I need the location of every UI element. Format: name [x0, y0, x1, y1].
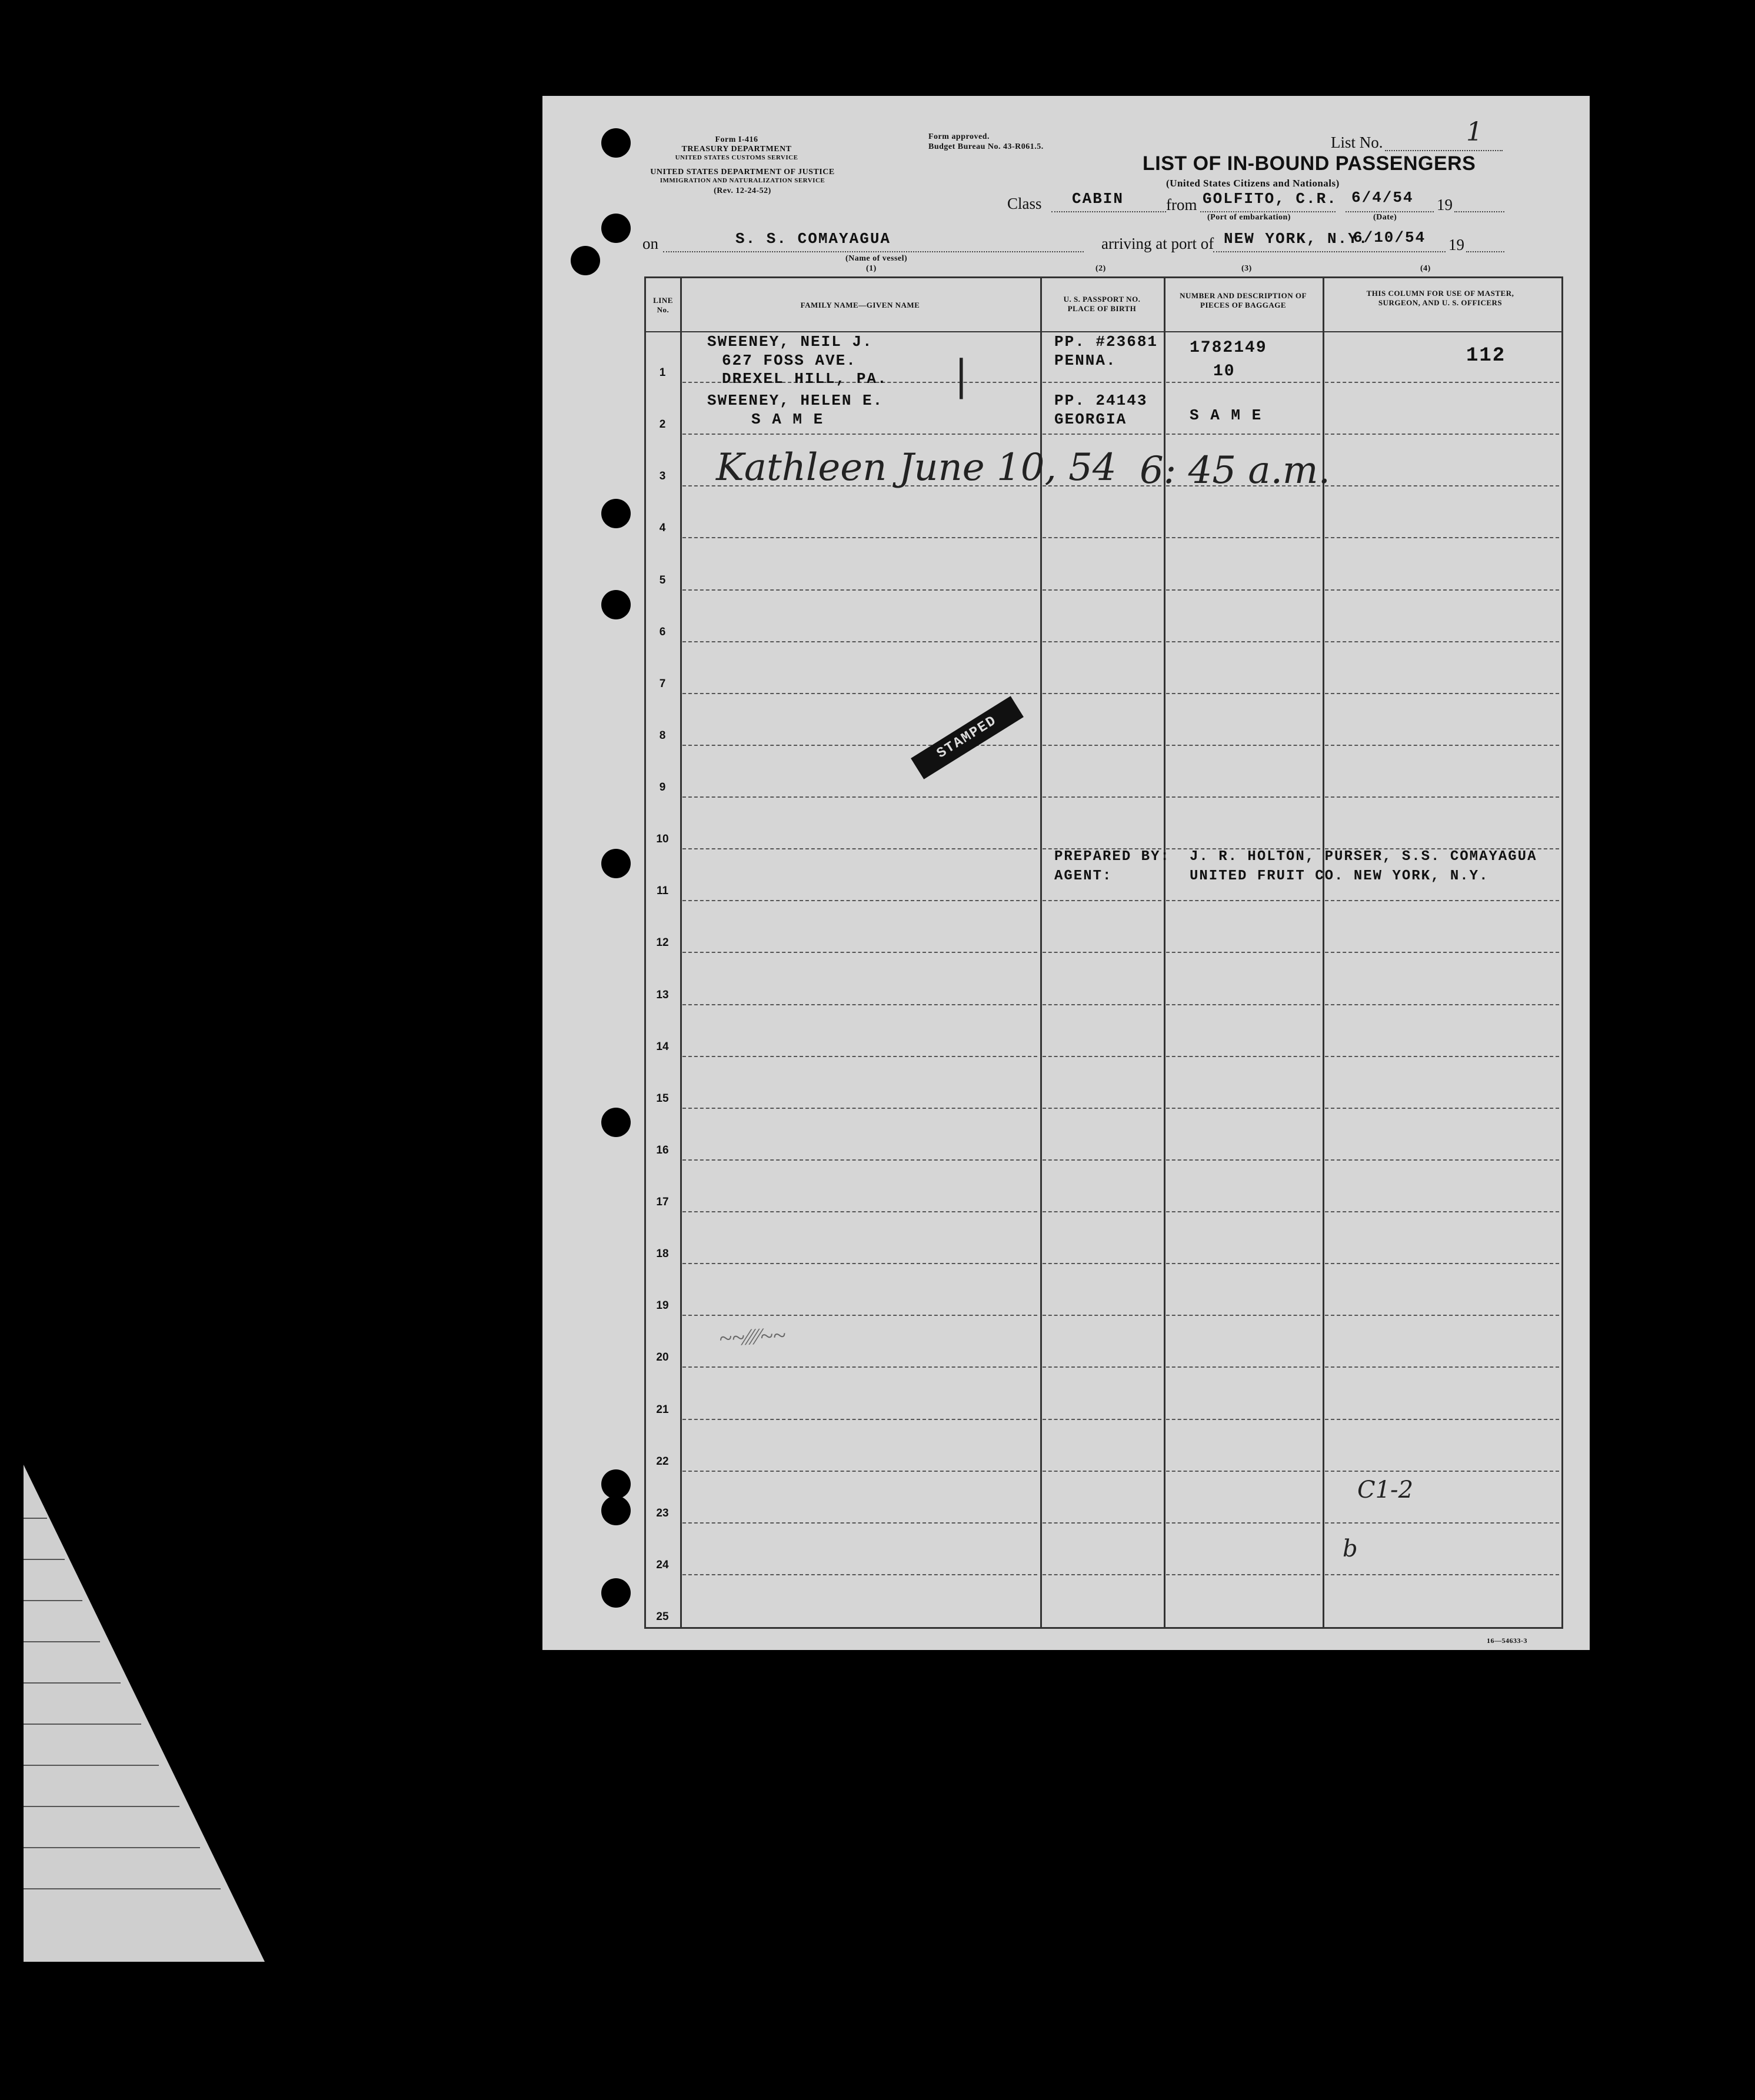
row-rule — [682, 1108, 1037, 1109]
row-rule — [682, 537, 1037, 538]
row-rule — [682, 745, 1037, 746]
line-number: 11 — [656, 885, 669, 898]
line-number: 15 — [656, 1092, 669, 1105]
row-rule — [1325, 537, 1559, 538]
line-number: 23 — [656, 1506, 669, 1519]
row-rule — [682, 952, 1037, 953]
row-rule — [1325, 1004, 1559, 1005]
row-rule — [1325, 641, 1559, 642]
embarkation-port: GOLFITO, C.R. — [1203, 190, 1337, 208]
row-rule — [682, 1056, 1037, 1057]
row-rule — [1325, 1108, 1559, 1109]
port-caption: (Port of embarkation) — [1207, 213, 1291, 222]
agent-value: UNITED FRUIT CO. NEW YORK, N.Y. — [1190, 868, 1489, 884]
line-number: 24 — [656, 1558, 669, 1571]
col-marker-3: (3) — [1241, 264, 1252, 273]
arrival-date: 6/10/54 — [1353, 229, 1426, 246]
col-marker-4: (4) — [1420, 264, 1431, 273]
line-number: 7 — [659, 677, 666, 690]
footer-code: 16—54633-3 — [1487, 1636, 1527, 1645]
row-rule — [1325, 745, 1559, 746]
row-rule — [1166, 745, 1320, 746]
row-rule — [1043, 1108, 1161, 1109]
passenger-2-birthplace: GEORGIA — [1054, 411, 1127, 428]
row-rule — [1166, 537, 1320, 538]
adjacent-page-fragment — [24, 1465, 265, 1962]
row-rule — [1166, 434, 1320, 435]
punch-hole — [601, 1469, 631, 1499]
row-rule — [1166, 1315, 1320, 1316]
rubber-stamp: STAMPED — [911, 696, 1024, 779]
handwritten-note: Kathleen June 10, 54 — [716, 446, 1117, 489]
line-number: 20 — [656, 1351, 669, 1364]
passenger-1-officer-note: 112 — [1466, 345, 1506, 367]
punch-hole — [601, 1578, 631, 1608]
form-number: Form I-416 — [715, 135, 758, 144]
passenger-1-passport: PP. #23681 — [1054, 333, 1158, 351]
row-rule — [1043, 641, 1161, 642]
handwritten-check: | — [954, 351, 968, 399]
punch-hole — [601, 590, 631, 619]
arrival-port: NEW YORK, N.Y. — [1224, 230, 1369, 248]
punch-hole — [601, 128, 631, 158]
row-rule — [1325, 796, 1559, 798]
prepared-by-value: J. R. HOLTON, PURSER, S.S. COMAYAGUA — [1190, 849, 1537, 865]
line-number: 14 — [656, 1040, 669, 1053]
handwritten-c1-2: C1-2 — [1357, 1476, 1414, 1504]
row-rule — [1166, 1211, 1320, 1212]
row-rule — [1325, 1471, 1559, 1472]
row-rule — [1043, 693, 1161, 694]
row-rule — [1166, 1366, 1320, 1368]
passenger-1-name: SWEENEY, NEIL J. — [707, 333, 873, 351]
row-rule — [682, 848, 1037, 849]
row-rule — [1166, 1108, 1320, 1109]
row-rule — [1325, 1263, 1559, 1264]
form-subtitle: (United States Citizens and Nationals) — [1166, 178, 1340, 189]
punch-hole — [601, 849, 631, 878]
col-header-baggage: NUMBER AND DESCRIPTION OF PIECES OF BAGGAGE — [1180, 291, 1307, 310]
year-suffix-2: 19 — [1448, 236, 1464, 254]
prepared-by-label: PREPARED BY: — [1054, 849, 1170, 865]
punch-hole — [571, 246, 600, 275]
row-rule — [682, 1315, 1037, 1316]
row-rule — [1166, 693, 1320, 694]
row-rule — [1166, 1419, 1320, 1420]
row-rule — [1166, 952, 1320, 953]
row-rule — [1043, 1522, 1161, 1524]
agent-label: AGENT: — [1054, 868, 1113, 884]
departure-date: 6/4/54 — [1351, 189, 1414, 206]
col-header-passport: U. S. PASSPORT NO. PLACE OF BIRTH — [1063, 295, 1141, 314]
row-rule — [1325, 1315, 1559, 1316]
row-rule — [1325, 1056, 1559, 1057]
year-suffix: 19 — [1437, 196, 1453, 214]
col-header-name: FAMILY NAME—GIVEN NAME — [800, 301, 920, 309]
row-rule — [1166, 796, 1320, 798]
revision-label: (Rev. 12-24-52) — [714, 186, 771, 195]
row-rule — [682, 1366, 1037, 1368]
row-rule — [1043, 1574, 1161, 1575]
line-number: 16 — [656, 1144, 669, 1156]
immigration-label: IMMIGRATION AND NATURALIZATION SERVICE — [660, 177, 825, 184]
vessel-name: S. S. COMAYAGUA — [735, 230, 891, 248]
line-number: 17 — [656, 1196, 669, 1209]
punch-hole — [601, 1108, 631, 1137]
passenger-2-name: SWEENEY, HELEN E. — [707, 392, 884, 409]
row-rule — [1043, 796, 1161, 798]
line-number: 8 — [659, 729, 666, 742]
passenger-1-pieces: 10 — [1213, 362, 1236, 381]
justice-label: UNITED STATES DEPARTMENT OF JUSTICE — [650, 168, 835, 176]
row-rule — [1166, 1263, 1320, 1264]
row-rule — [682, 589, 1037, 591]
passenger-2-same: S A M E — [751, 411, 824, 428]
row-rule — [1166, 900, 1320, 901]
row-rule — [1043, 537, 1161, 538]
row-rule — [1166, 1574, 1320, 1575]
row-rule — [1325, 485, 1559, 486]
row-rule — [1043, 1211, 1161, 1212]
col-marker-1: (1) — [866, 264, 877, 273]
passenger-2-baggage: S A M E — [1190, 406, 1263, 424]
row-rule — [1166, 1004, 1320, 1005]
class-label: Class — [1007, 195, 1042, 212]
passenger-1-baggage: 1782149 — [1190, 339, 1267, 357]
col-header-line-no: LINE No. — [653, 296, 673, 315]
row-rule — [1166, 641, 1320, 642]
row-rule — [1043, 900, 1161, 901]
row-rule — [1166, 382, 1320, 383]
row-rule — [682, 1574, 1037, 1575]
punch-hole — [601, 499, 631, 528]
from-label: from — [1166, 196, 1197, 214]
faint-signature: ~~⁄⁄⁄⁄~~ — [718, 1321, 787, 1352]
row-rule — [1325, 589, 1559, 591]
line-number: 21 — [656, 1403, 669, 1416]
list-no-label: List No. — [1331, 134, 1383, 151]
row-rule — [682, 1004, 1037, 1005]
row-rule — [1325, 434, 1559, 435]
passenger-2-passport: PP. 24143 — [1054, 392, 1148, 409]
row-rule — [1043, 952, 1161, 953]
punch-hole — [601, 214, 631, 243]
date-caption: (Date) — [1373, 213, 1397, 222]
form-approved: Form approved. — [928, 132, 990, 141]
row-rule — [1325, 900, 1559, 901]
row-rule — [682, 1419, 1037, 1420]
row-rule — [1043, 1159, 1161, 1161]
line-number: 12 — [656, 936, 669, 949]
line-number: 2 — [659, 418, 666, 431]
line-number: 4 — [659, 522, 666, 535]
row-rule — [682, 641, 1037, 642]
row-rule — [1043, 1004, 1161, 1005]
row-rule — [1325, 952, 1559, 953]
row-rule — [1043, 1471, 1161, 1472]
line-number: 25 — [656, 1611, 669, 1623]
passenger-list-form — [542, 96, 1590, 1650]
row-rule — [1166, 589, 1320, 591]
col-header-officers: THIS COLUMN FOR USE OF MASTER, SURGEON, AND U. S. OFFICERS — [1366, 289, 1514, 308]
row-rule — [682, 1522, 1037, 1524]
passenger-1-address: 627 FOSS AVE. — [722, 352, 857, 369]
row-rule — [682, 1211, 1037, 1212]
row-rule — [1043, 382, 1161, 383]
line-number: 5 — [659, 574, 666, 586]
passenger-1-city: DREXEL HILL, PA. — [722, 370, 888, 388]
row-rule — [682, 1159, 1037, 1161]
line-number: 3 — [659, 470, 666, 483]
row-rule — [1166, 1471, 1320, 1472]
row-rule — [682, 1263, 1037, 1264]
class-value: CABIN — [1072, 190, 1124, 208]
row-rule — [1043, 1366, 1161, 1368]
row-rule — [1325, 1522, 1559, 1524]
form-title: LIST OF IN-BOUND PASSENGERS — [1143, 152, 1476, 175]
row-rule — [1043, 1056, 1161, 1057]
arriving-label: arriving at port of — [1101, 235, 1214, 252]
row-rule — [682, 434, 1037, 435]
vessel-caption: (Name of vessel) — [845, 254, 908, 263]
line-number: 6 — [659, 625, 666, 638]
row-rule — [682, 900, 1037, 901]
punch-hole — [601, 1496, 631, 1525]
handwritten-b: b — [1343, 1535, 1358, 1562]
row-rule — [1325, 382, 1559, 383]
row-rule — [1166, 1522, 1320, 1524]
row-rule — [1325, 1366, 1559, 1368]
line-number: 9 — [659, 781, 666, 794]
budget-bureau: Budget Bureau No. 43-R061.5. — [928, 142, 1044, 151]
line-number: 10 — [656, 833, 669, 846]
row-rule — [1043, 589, 1161, 591]
line-number: 22 — [656, 1455, 669, 1468]
row-rule — [1043, 434, 1161, 435]
row-rule — [1325, 1211, 1559, 1212]
row-rule — [1166, 1056, 1320, 1057]
col-marker-2: (2) — [1095, 264, 1106, 273]
row-rule — [1325, 1159, 1559, 1161]
row-rule — [1043, 745, 1161, 746]
row-rule — [682, 1471, 1037, 1472]
line-number: 18 — [656, 1248, 669, 1261]
list-no-value: 1 — [1466, 117, 1483, 147]
on-label: on — [642, 235, 658, 252]
customs-label: UNITED STATES CUSTOMS SERVICE — [675, 154, 798, 161]
row-rule — [1043, 1419, 1161, 1420]
handwritten-time: 6: 45 a.m. — [1140, 449, 1330, 492]
row-rule — [1325, 1419, 1559, 1420]
line-number: 1 — [659, 366, 666, 379]
row-rule — [1043, 1263, 1161, 1264]
row-rule — [1043, 1315, 1161, 1316]
treasury-label: TREASURY DEPARTMENT — [681, 145, 792, 154]
row-rule — [1325, 693, 1559, 694]
row-rule — [682, 693, 1037, 694]
row-rule — [1166, 1159, 1320, 1161]
row-rule — [1325, 1574, 1559, 1575]
line-number: 19 — [656, 1299, 669, 1312]
row-rule — [682, 796, 1037, 798]
passenger-1-birthplace: PENNA. — [1054, 352, 1117, 369]
line-number: 13 — [656, 988, 669, 1001]
